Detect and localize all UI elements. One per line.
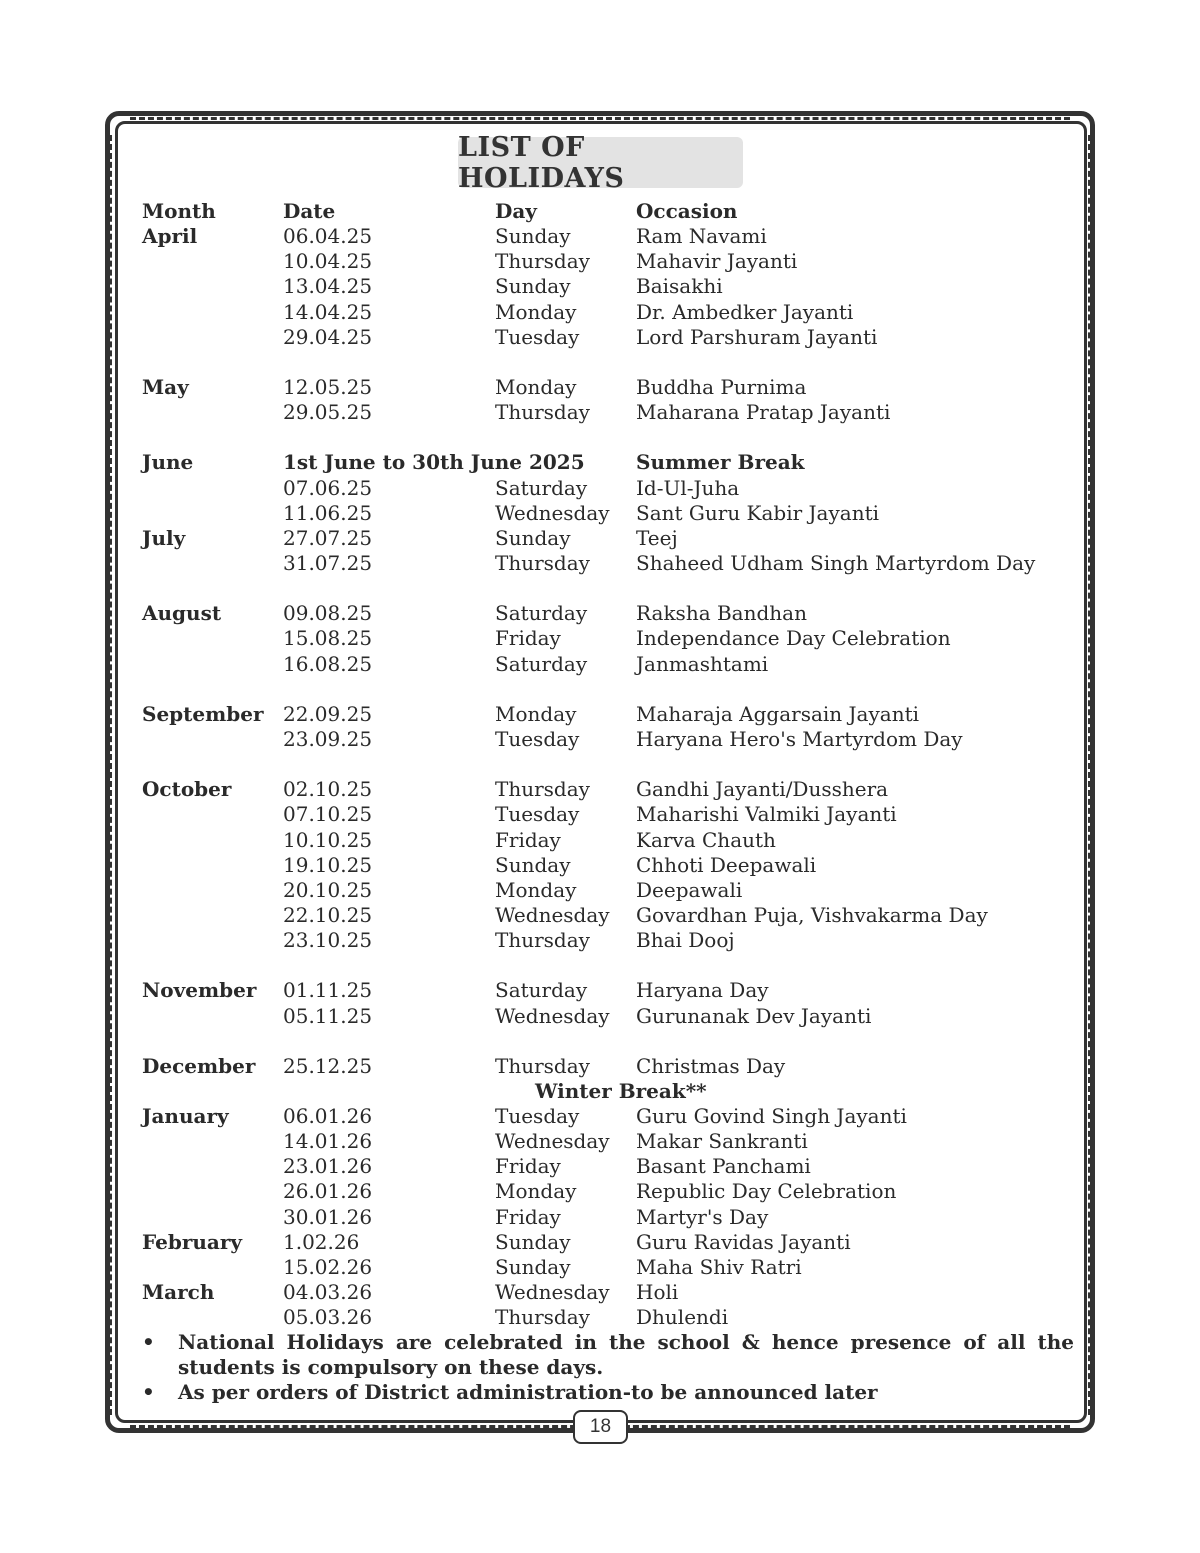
note-text: National Holidays are celebrated in the school & hence presence of all the students is compulsory on these days.: [178, 1330, 1074, 1379]
cell-date: 25.12.25: [283, 1053, 373, 1078]
table-row: [142, 702, 1082, 727]
cell-date: 04.03.26: [283, 1280, 373, 1305]
cell-day: Sunday: [495, 852, 571, 877]
cell-occasion: Mahavir Jayanti: [636, 249, 798, 274]
cell-day: Thursday: [495, 1305, 590, 1330]
table-row: [142, 601, 1082, 626]
cell-month: November: [142, 978, 257, 1003]
cell-occasion: Makar Sankranti: [636, 1129, 808, 1154]
cell-day: Thursday: [495, 777, 590, 802]
cell-date: 23.10.25: [283, 928, 373, 953]
cell-day: Saturday: [495, 978, 588, 1003]
row-spacer: [142, 576, 1082, 601]
cell-date: 31.07.25: [283, 550, 373, 575]
cell-day: Tuesday: [495, 726, 580, 751]
cell-day: Friday: [495, 827, 561, 852]
cell-date: 14.01.26: [283, 1129, 373, 1154]
table-row: [142, 274, 1082, 299]
cell-occasion: Baisakhi: [636, 274, 723, 299]
cell-occasion: Guru Ravidas Jayanti: [636, 1229, 851, 1254]
cell-day: Wednesday: [495, 1003, 610, 1028]
row-spacer: [142, 677, 1082, 702]
notes: [142, 1330, 1074, 1405]
cell-day: Tuesday: [495, 802, 580, 827]
cell-month: July: [142, 525, 186, 550]
table-row: [142, 1054, 1082, 1079]
cell-occasion: Shaheed Udham Singh Martyrdom Day: [636, 550, 1036, 575]
cell-date: 19.10.25: [283, 852, 373, 877]
bullet: •: [142, 1330, 155, 1354]
header-date: Date: [283, 199, 336, 223]
cell-date: 23.09.25: [283, 726, 373, 751]
cell-occasion: Chhoti Deepawali: [636, 852, 817, 877]
cell-occasion: Deepawali: [636, 877, 743, 902]
cell-occasion: Martyr's Day: [636, 1204, 769, 1229]
table-row: [142, 1179, 1082, 1204]
table-row: [142, 501, 1082, 526]
cell-occasion: Dhulendi: [636, 1305, 729, 1330]
cell-month: May: [142, 374, 189, 399]
table-row: [142, 1104, 1082, 1129]
cell-occasion: Basant Panchami: [636, 1154, 811, 1179]
cell-occasion: Independance Day Celebration: [636, 626, 951, 651]
cell-day: Friday: [495, 1204, 561, 1229]
table-row: [142, 249, 1082, 274]
cell-occasion: Id-Ul-Juha: [636, 475, 740, 500]
table-row: [142, 325, 1082, 350]
cell-date: 06.01.26: [283, 1104, 373, 1129]
cell-occasion: Dr. Ambedker Jayanti: [636, 299, 854, 324]
table-row: [142, 1230, 1082, 1255]
cell-occasion: Maharaja Aggarsain Jayanti: [636, 701, 920, 726]
table-row: [142, 903, 1082, 928]
cell-date: 09.08.25: [283, 601, 373, 626]
cell-day: Tuesday: [495, 324, 580, 349]
row-spacer: [142, 350, 1082, 375]
cell-date: 15.02.26: [283, 1254, 373, 1279]
cell-month: September: [142, 701, 264, 726]
title-box: [458, 131, 743, 194]
cell-day: Monday: [495, 299, 577, 324]
cell-occasion: Republic Day Celebration: [636, 1179, 897, 1204]
cell-day: Thursday: [495, 249, 590, 274]
cell-date: 1.02.26: [283, 1229, 360, 1254]
table-row: [142, 1255, 1082, 1280]
table-row: [142, 1305, 1082, 1330]
cell-occasion: Maharishi Valmiki Jayanti: [636, 802, 897, 827]
row-spacer: [142, 1029, 1082, 1054]
table-header: [142, 199, 1082, 224]
table-row: [142, 375, 1082, 400]
border-dots-left: [109, 135, 112, 1415]
cell-date: 23.01.26: [283, 1154, 373, 1179]
cell-day: Wednesday: [495, 500, 610, 525]
cell-day: Saturday: [495, 651, 588, 676]
border-dots-right: [1088, 135, 1091, 1415]
cell-day: Wednesday: [495, 1129, 610, 1154]
cell-month: March: [142, 1280, 215, 1305]
cell-occasion: Teej: [636, 525, 678, 550]
cell-occasion: Buddha Purnima: [636, 374, 807, 399]
cell-occasion: Bhai Dooj: [636, 928, 735, 953]
cell-day: Friday: [495, 626, 561, 651]
cell-day: Saturday: [495, 601, 588, 626]
cell-date: 15.08.25: [283, 626, 373, 651]
cell-date: 10.10.25: [283, 827, 373, 852]
cell-day: Monday: [495, 374, 577, 399]
cell-day: Thursday: [495, 550, 590, 575]
table-row: [142, 1154, 1082, 1179]
cell-date: 30.01.26: [283, 1204, 373, 1229]
table-row: [142, 450, 1082, 475]
cell-date: 06.04.25: [283, 224, 373, 249]
cell-day: Friday: [495, 1154, 561, 1179]
cell-occasion: Karva Chauth: [636, 827, 776, 852]
cell-date: 07.06.25: [283, 475, 373, 500]
cell-date: 27.07.25: [283, 525, 373, 550]
cell-occasion: Christmas Day: [636, 1053, 786, 1078]
table-row: [142, 476, 1082, 501]
cell-date: 11.06.25: [283, 500, 373, 525]
note-district-orders: [142, 1380, 1074, 1405]
table-row: [142, 652, 1082, 677]
table-row: [142, 727, 1082, 752]
table-body: [142, 224, 1082, 1330]
table-row: [142, 978, 1082, 1003]
header-day: Day: [495, 199, 537, 223]
bullet: •: [142, 1380, 155, 1404]
cell-occasion: Lord Parshuram Jayanti: [636, 324, 878, 349]
cell-occasion: Gandhi Jayanti/Dusshera: [636, 777, 889, 802]
table-row: [142, 224, 1082, 249]
table-row: [142, 300, 1082, 325]
cell-occasion: Govardhan Puja, Vishvakarma Day: [636, 902, 988, 927]
cell-day: Tuesday: [495, 1104, 580, 1129]
cell-occasion: Summer Break: [636, 450, 805, 475]
table-row: [142, 1129, 1082, 1154]
table-row: [142, 1004, 1082, 1029]
cell-date: 05.03.26: [283, 1305, 373, 1330]
table-row: [142, 1280, 1082, 1305]
cell-date: 20.10.25: [283, 877, 373, 902]
cell-date: 07.10.25: [283, 802, 373, 827]
cell-day: Sunday: [495, 525, 571, 550]
cell-occasion: Maharana Pratap Jayanti: [636, 400, 891, 425]
row-spacer: [142, 752, 1082, 777]
table-row: [142, 526, 1082, 551]
table-row: [142, 878, 1082, 903]
cell-day: Thursday: [495, 400, 590, 425]
cell-month: January: [142, 1104, 229, 1129]
cell-day: Thursday: [495, 1053, 590, 1078]
cell-occasion: Maha Shiv Ratri: [636, 1254, 802, 1279]
cell-month: October: [142, 777, 232, 802]
cell-date: 10.04.25: [283, 249, 373, 274]
cell-month: June: [142, 450, 194, 475]
cell-month: August: [142, 601, 222, 626]
cell-day: Sunday: [495, 1254, 571, 1279]
cell-occasion: Haryana Hero's Martyrdom Day: [636, 726, 963, 751]
cell-date: 22.09.25: [283, 701, 373, 726]
cell-occasion: Gurunanak Dev Jayanti: [636, 1003, 872, 1028]
cell-date: 29.04.25: [283, 324, 373, 349]
table-row: [142, 802, 1082, 827]
cell-date: 13.04.25: [283, 274, 373, 299]
table-row: [142, 551, 1082, 576]
cell-occasion: Guru Govind Singh Jayanti: [636, 1104, 907, 1129]
cell-day: Saturday: [495, 475, 588, 500]
winter-break-label: Winter Break**: [535, 1078, 707, 1103]
border-dots-top: [130, 117, 1070, 120]
page-title: LIST OF HOLIDAYS: [458, 131, 625, 194]
table-row: [142, 400, 1082, 425]
cell-occasion: Raksha Bandhan: [636, 601, 807, 626]
note-text: As per orders of District administration-to be announced later: [178, 1380, 878, 1404]
cell-month: December: [142, 1053, 256, 1078]
cell-occasion: Haryana Day: [636, 978, 769, 1003]
cell-occasion: Sant Guru Kabir Jayanti: [636, 500, 880, 525]
table-row: [142, 828, 1082, 853]
holiday-table: [142, 199, 1082, 1330]
table-row: [142, 928, 1082, 953]
cell-date: 22.10.25: [283, 902, 373, 927]
table-row: [142, 777, 1082, 802]
cell-occasion: Ram Navami: [636, 224, 767, 249]
cell-day: Monday: [495, 1179, 577, 1204]
cell-day: Monday: [495, 701, 577, 726]
row-spacer: [142, 425, 1082, 450]
cell-date: 14.04.25: [283, 299, 373, 324]
page-number: 18: [573, 1410, 628, 1444]
table-row: [142, 1205, 1082, 1230]
cell-date: 29.05.25: [283, 400, 373, 425]
row-spacer: [142, 953, 1082, 978]
table-row: [142, 853, 1082, 878]
cell-day: Monday: [495, 877, 577, 902]
cell-date: 26.01.26: [283, 1179, 373, 1204]
cell-occasion: Janmashtami: [636, 651, 769, 676]
cell-day: Thursday: [495, 928, 590, 953]
cell-day: Sunday: [495, 274, 571, 299]
cell-date: 05.11.25: [283, 1003, 373, 1028]
cell-date: 01.11.25: [283, 978, 373, 1003]
note-national-holidays: [142, 1330, 1074, 1380]
cell-month: February: [142, 1229, 243, 1254]
cell-month: April: [142, 224, 198, 249]
cell-day: Sunday: [495, 224, 571, 249]
winter-break-row: [142, 1079, 1082, 1104]
cell-date: 1st June to 30th June 2025: [283, 450, 585, 475]
header-occasion: Occasion: [636, 199, 738, 223]
table-row: [142, 626, 1082, 651]
cell-day: Wednesday: [495, 902, 610, 927]
cell-occasion: Holi: [636, 1280, 679, 1305]
cell-day: Wednesday: [495, 1280, 610, 1305]
cell-date: 02.10.25: [283, 777, 373, 802]
cell-day: Sunday: [495, 1229, 571, 1254]
cell-date: 12.05.25: [283, 374, 373, 399]
cell-date: 16.08.25: [283, 651, 373, 676]
header-month: Month: [142, 199, 216, 223]
